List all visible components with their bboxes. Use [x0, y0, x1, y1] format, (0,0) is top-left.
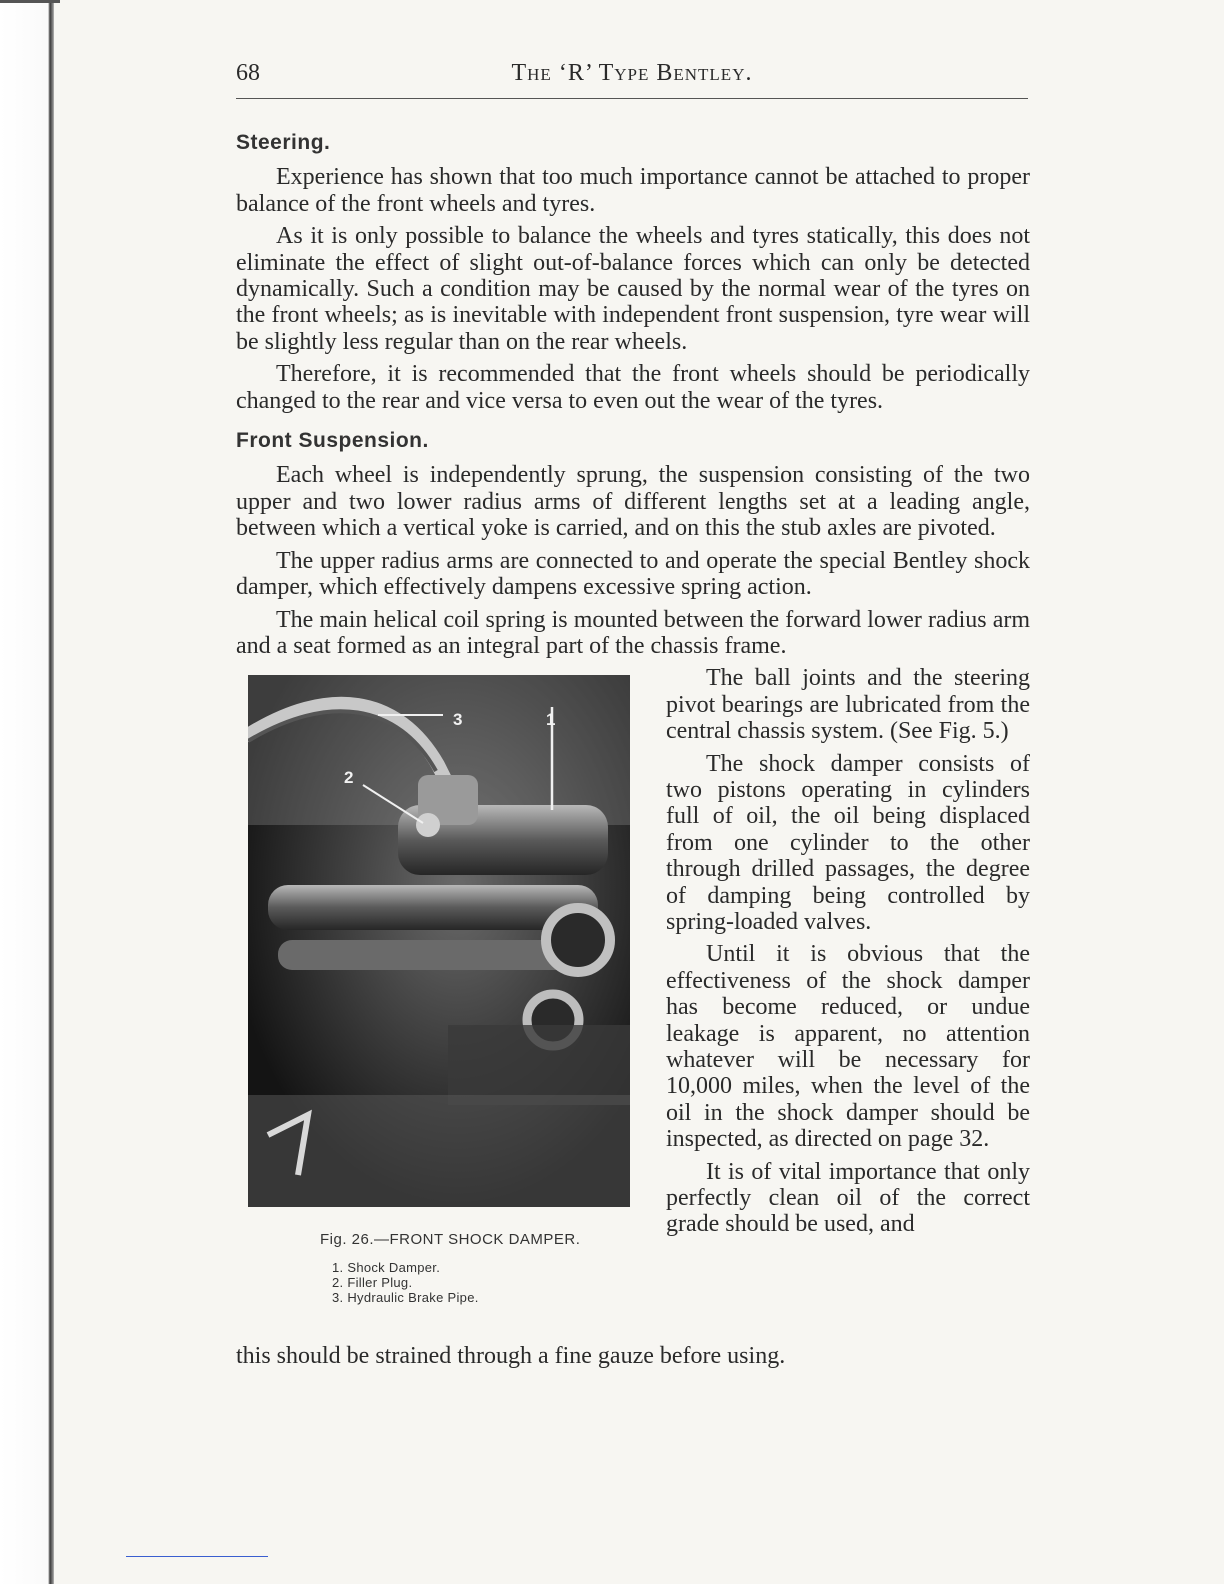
steering-paragraph-2: As it is only possible to balance the wheels and tyres statically, this does not eliminate the effect of slight out-of-balance forces which can only be detected dynamically. Such a condition may be caused by the normal wear of the tyres on the front wheels; as is inevitable with independent front suspension, tyre wear will be slightly less regular than on the rear wheels. — [236, 223, 1030, 355]
legend-item-1: 1. Shock Damper. — [332, 1259, 441, 1275]
suspension-paragraph-1: Each wheel is independently sprung, the suspension consisting of the two upper and two lower radius arms of different lengths set at a leading angle, between which a vertical yoke is carried, and on this the stub axles are pivoted. — [236, 462, 1030, 542]
page-corner-mark — [0, 0, 60, 12]
callout-3: 3 — [453, 710, 463, 730]
footer-line — [126, 1556, 268, 1557]
suspension-paragraph-6: Until it is obvious that the effectiveness of the shock damper has become reduced, or undue leakage is apparent, no attention whatever will be necessary for 10,000 miles, when the level of the oil in the shock damper should be inspected, as directed on page 32. — [666, 941, 1030, 1153]
suspension-paragraph-5: The shock damper consists of two pistons operating in cylinders full of oil, the oil being displaced from one cylinder to the other through drilled passages, the degree of damping being controlled by spring-loaded valves. — [666, 750, 1030, 935]
figure-26 — [248, 671, 638, 1343]
figure-title: Fig. 26.—FRONT SHOCK DAMPER. — [320, 1231, 581, 1249]
steering-paragraph-3: Therefore, it is recommended that the front wheels should be periodically changed to the rear and vice versa to even out the wear of the tyres. — [236, 361, 1030, 414]
suspension-paragraph-2: The upper radius arms are connected to and operate the special Bentley shock damper, which effectively dampens excessive spring action. — [236, 547, 1030, 601]
suspension-paragraph-4: The ball joints and the steering pivot bearings are lubricated from the central chassis system. (See Fig. 5.) — [666, 665, 1030, 745]
front-suspension-heading: Front Suspension. — [236, 429, 429, 453]
running-title: The ‘R’ Type Bentley. — [511, 60, 753, 86]
suspension-paragraph-7-end: this should be strained through a fine gauze before using. — [236, 1343, 786, 1370]
legend-item-2: 2. Filler Plug. — [332, 1274, 413, 1290]
page-header — [236, 58, 1028, 99]
callout-1: 1 — [546, 710, 556, 730]
legend-item-3: 3. Hydraulic Brake Pipe. — [332, 1289, 479, 1305]
page-number: 68 — [236, 60, 260, 86]
steering-paragraph-1: Experience has shown that too much importance cannot be attached to proper balance of the front wheels and tyres. — [236, 164, 1030, 217]
shock-damper-illustration — [248, 675, 630, 1207]
callout-2: 2 — [344, 768, 354, 788]
book-spine — [0, 0, 54, 1584]
steering-heading: Steering. — [236, 131, 331, 154]
suspension-paragraph-7-start: It is of vital importance that only perfectly clean oil of the correct grade should be used, and — [666, 1158, 1030, 1238]
figure-caption — [320, 1227, 640, 1304]
suspension-paragraph-3: The main helical coil spring is mounted between the forward lower radius arm and a seat formed as an integral part of the chassis frame. — [236, 606, 1030, 659]
page-body — [236, 130, 1030, 1370]
shock-damper-photo — [248, 675, 630, 1207]
